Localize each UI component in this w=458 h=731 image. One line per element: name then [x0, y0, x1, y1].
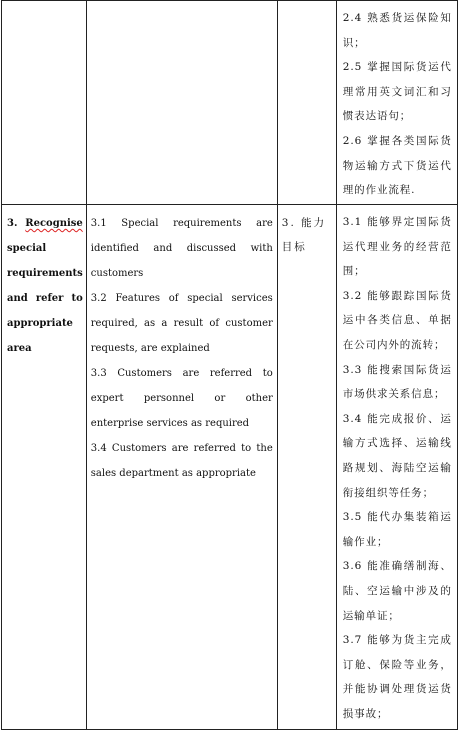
outcomes-cell — [336, 1, 457, 205]
outcome-item: 3.6 能准确缮制海、陆、空运输中涉及的运输单证； — [342, 560, 452, 622]
element-title-underlined-word: Recognise — [25, 218, 83, 229]
outcome-item: 2.5 掌握国际货运代理常用英文词汇和习惯表达语句； — [342, 61, 452, 123]
criteria-cell — [86, 205, 277, 730]
outcome-item: 3.2 能够跟踪国际货运中各类信息、单据在公司内外的流转； — [342, 289, 452, 351]
element-cell — [2, 205, 87, 730]
outcomes-cell — [336, 205, 457, 730]
element-cell-empty — [2, 1, 87, 205]
category-label: 3. 能力目标 — [281, 217, 327, 253]
criterion-item: 3.4 Customers are referred to the sales department as appropriate — [90, 443, 273, 479]
table-row — [2, 1, 458, 205]
element-number: 3. — [7, 218, 18, 229]
element-title — [2, 205, 86, 361]
criterion-item: 3.2 Features of special services required, as a result of customer requests, are explained — [90, 293, 273, 354]
outcome-item: 3.5 能代办集装箱运输作业； — [342, 511, 452, 548]
outcome-item: 3.3 能搜索国际货运市场供求关系信息； — [342, 363, 452, 401]
element-title-rest: special requirements and refer to appropriate area — [7, 243, 83, 354]
outcome-item: 3.7 能够为货主完成订舱、保险等业务，并能协调处理货运货损事故； — [342, 634, 452, 720]
criteria-cell-empty — [86, 1, 277, 205]
outcome-item: 3.4 能完成报价、运输方式选择、运输线路规划、海陆空运输衔接组织等任务； — [342, 412, 452, 499]
outcome-item: 2.4 熟悉货运保险知识； — [342, 12, 452, 49]
category-cell-empty — [277, 1, 336, 205]
criterion-item: 3.1 Special requirements are identified and discussed with customers — [90, 218, 273, 279]
outcome-item: 3.1 能够界定国际货运代理业务的经营范围； — [342, 216, 452, 278]
category-cell — [277, 205, 336, 730]
outcome-item: 2.6 掌握各类国际货物运输方式下货运代理的作业流程. — [342, 134, 452, 197]
table-row — [2, 205, 458, 730]
criterion-item: 3.3 Customers are referred to expert personnel or other enterprise services as required — [90, 368, 273, 429]
curriculum-table — [1, 0, 458, 730]
